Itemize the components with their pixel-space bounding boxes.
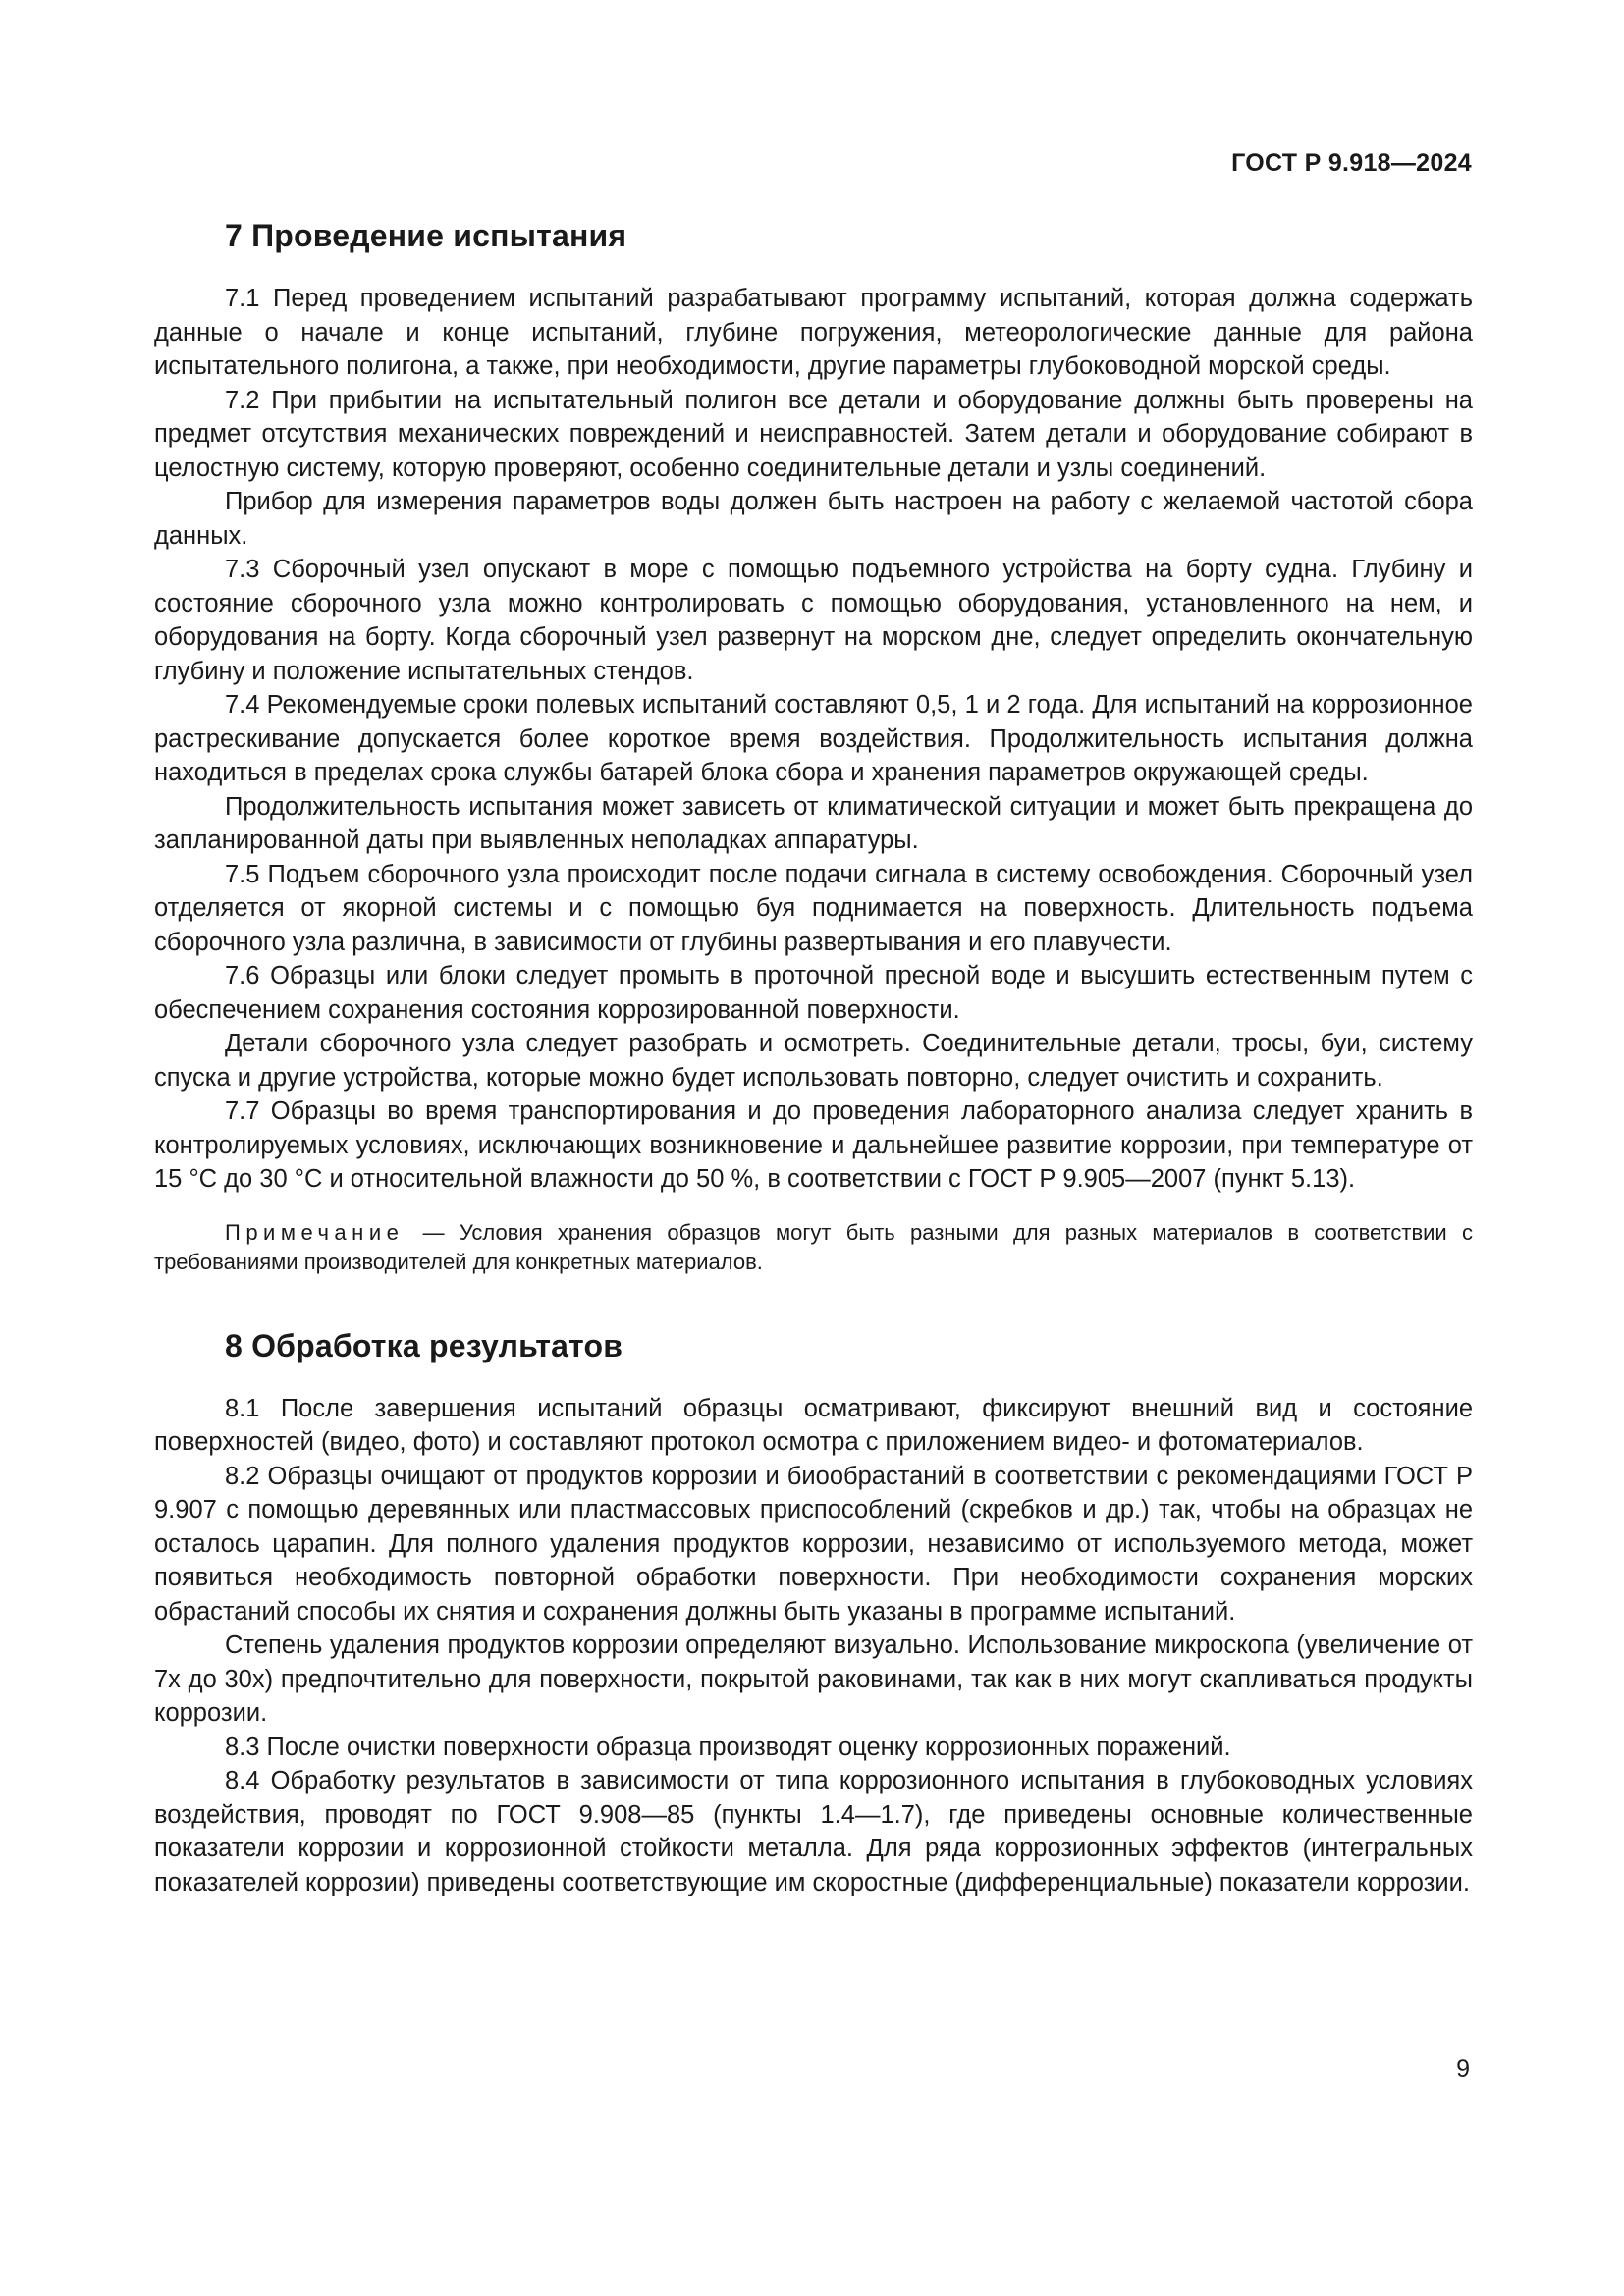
paragraph-7-4: 7.4 Рекомендуемые сроки полевых испытаний составляют 0,5, 1 и 2 года. Для испытаний на коррозионное растрескивание допускается более короткое время воздействия. Продолжительность испытания должна находиться в пределах срока службы батарей блока сбора и хранения параметров окружающей среды. (154, 691, 1473, 786)
page-content (154, 218, 1473, 1899)
paragraph-8-3: 8.3 После очистки поверхности образца производят оценку коррозионных поражений. (225, 1733, 1231, 1761)
note-label: Примечание (225, 1219, 405, 1245)
paragraph-7-6: 7.6 Образцы или блоки следует промыть в проточной пресной воде и высушить естественным путем с обеспечением сохранения состояния коррозированной поверхности. (154, 962, 1473, 1024)
paragraph-7-3: 7.3 Сборочный узел опускают в море с помощью подъемного устройства на борту судна. Глубину и состояние сборочного узла можно контролировать с помощью оборудования, установленного на нем, и оборудования на борту. Когда сборочный узел развернут на морском дне, следует определить окончательную глубину и положение испытательных стендов. (154, 556, 1473, 685)
document-code: ГОСТ Р 9.918—2024 (1231, 149, 1472, 177)
paragraph-7-1: 7.1 Перед проведением испытаний разрабатывают программу испытаний, которая должна содержать данные о начале и конце испытаний, глубине погружения, метеорологические данные для района испытательного полигона, а также, при необходимости, другие параметры глубоководной морской среды. (154, 285, 1473, 380)
paragraph-7-5: 7.5 Подъем сборочного узла происходит после подачи сигнала в систему освобождения. Сборочный узел отделяется от якорной системы и с помощью буя поднимается на поверхность. Длительность подъема сборочного узла различна, в зависимости от глубины развертывания и его плавучести. (154, 860, 1473, 956)
paragraph-7-7: 7.7 Образцы во время транспортирования и до проведения лабораторного анализа следует хранить в контролируемых условиях, исключающих возникновение и дальнейшее развитие коррозии, при температуре от 15 °С до 30 °С и относительной влажности до 50 %, в соответствии с ГОСТ Р 9.905—2007 (пункт 5.13). (154, 1097, 1473, 1193)
paragraph-7-4-duration: Продолжительность испытания может зависеть от климатической ситуации и может быть прекращена до запланированной даты при выявленных неполадках аппаратуры. (154, 792, 1473, 854)
paragraph-8-4: 8.4 Обработку результатов в зависимости от типа коррозионного испытания в глубоководных условиях воздействия, проводят по ГОСТ 9.908—85 (пункты 1.4—1.7), где приведены основные количественные показатели коррозии и коррозионной стойкости металла. Для ряда коррозионных эффектов (интегральных показателей коррозии) приведены соответствующие им скоростные (дифференциальные) показатели коррозии. (154, 1767, 1473, 1896)
paragraph-8-1: 8.1 После завершения испытаний образцы осматривают, фиксируют внешний вид и состояние поверхностей (видео, фото) и составляют протокол осмотра с приложением видео- и фотоматериалов. (154, 1394, 1473, 1456)
page-number: 9 (1456, 2056, 1470, 2083)
note (154, 1218, 1473, 1277)
paragraph-7-2: 7.2 При прибытии на испытательный полигон все детали и оборудование должны быть проверены на предмет отсутствия механических повреждений и неисправностей. Затем детали и оборудование собирают в целостную систему, которую проверяют, особенно соединительные детали и узлы соединений. (154, 386, 1473, 482)
section-7-title: 7 Проведение испытания (225, 218, 627, 253)
paragraph-8-2-degree: Степень удаления продуктов коррозии определяют визуально. Использование микроскопа (увеличение от 7х до 30х) предпочтительно для поверхности, покрытой раковинами, так как в них могут скапливаться продукты коррозии. (154, 1631, 1473, 1727)
paragraph-7-6-parts: Детали сборочного узла следует разобрать и осмотреть. Соединительные детали, тросы, буи, систему спуска и другие устройства, которые можно будет использовать повторно, следует очистить и сохранить. (154, 1030, 1473, 1092)
section-8-title: 8 Обработка результатов (225, 1327, 623, 1363)
note-text: — Условия хранения образцов могут быть разными для разных материалов в соответствии с требованиями производителей для конкретных материалов. (154, 1219, 1473, 1274)
paragraph-7-2-device: Прибор для измерения параметров воды должен быть настроен на работу с желаемой частотой сбора данных. (154, 488, 1473, 550)
paragraph-8-2: 8.2 Образцы очищают от продуктов коррозии и биообрастаний в соответствии с рекомендациями ГОСТ Р 9.907 с помощью деревянных или пластмассовых приспособлений (скребков и др.) так, чтобы на образцах не осталось царапин. Для полного удаления продуктов коррозии, независимо от используемого метода, может появиться необходимость повторной обработки поверхности. При необходимости сохранения морских обрастаний способы их снятия и сохранения должны быть указаны в программе испытаний. (154, 1462, 1473, 1626)
